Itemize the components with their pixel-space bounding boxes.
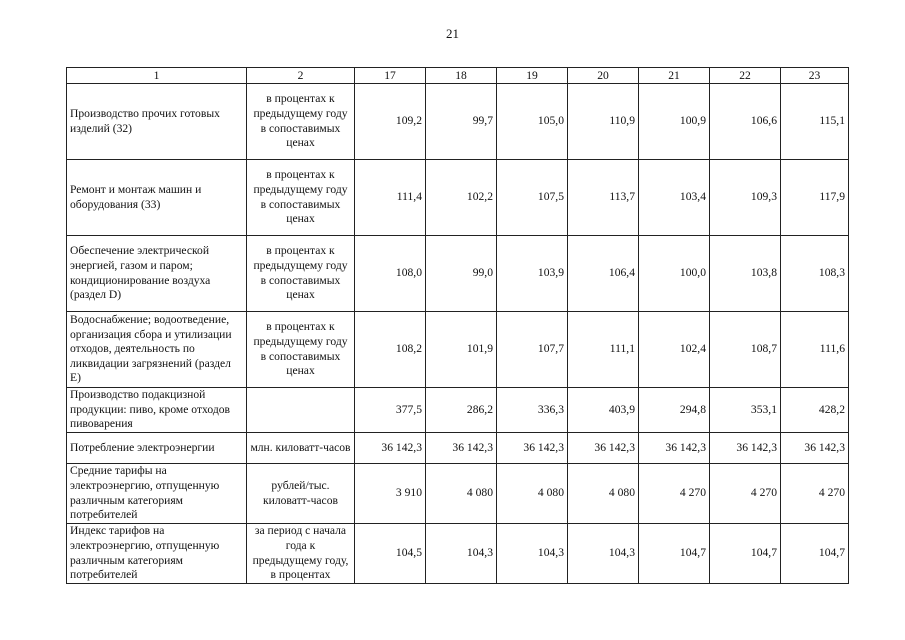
indicator-name-cell: Средние тарифы на электроэнергию, отпущенную различным категориям потребителей <box>67 464 247 524</box>
value-cell: 104,7 <box>639 524 710 584</box>
unit-cell: в процентах к предыдущему году в сопоставимых ценах <box>247 236 355 312</box>
value-cell: 111,6 <box>781 312 849 388</box>
unit-cell: рублей/тыс. киловатт-часов <box>247 464 355 524</box>
indicator-name-cell: Ремонт и монтаж машин и оборудования (33) <box>67 160 247 236</box>
value-cell: 106,4 <box>568 236 639 312</box>
value-cell: 103,8 <box>710 236 781 312</box>
value-cell: 294,8 <box>639 388 710 433</box>
value-cell: 104,5 <box>355 524 426 584</box>
value-cell: 100,9 <box>639 84 710 160</box>
value-cell: 377,5 <box>355 388 426 433</box>
table-row <box>67 84 849 160</box>
table-row <box>67 160 849 236</box>
value-cell: 353,1 <box>710 388 781 433</box>
value-cell: 108,3 <box>781 236 849 312</box>
unit-cell: в процентах к предыдущему году в сопоставимых ценах <box>247 84 355 160</box>
header-cell: 2 <box>247 68 355 84</box>
indicator-name-cell: Обеспечение электрической энергией, газом и паром; кондиционирование воздуха (раздел D) <box>67 236 247 312</box>
value-cell: 4 270 <box>710 464 781 524</box>
value-cell: 108,7 <box>710 312 781 388</box>
unit-cell <box>247 388 355 433</box>
value-cell: 36 142,3 <box>426 433 497 464</box>
value-cell: 4 080 <box>568 464 639 524</box>
header-cell: 22 <box>710 68 781 84</box>
value-cell: 115,1 <box>781 84 849 160</box>
indicator-name-cell: Производство прочих готовых изделий (32) <box>67 84 247 160</box>
value-cell: 36 142,3 <box>497 433 568 464</box>
value-cell: 107,5 <box>497 160 568 236</box>
header-cell: 1 <box>67 68 247 84</box>
value-cell: 103,4 <box>639 160 710 236</box>
value-cell: 4 270 <box>781 464 849 524</box>
unit-cell: в процентах к предыдущему году в сопоставимых ценах <box>247 312 355 388</box>
value-cell: 102,4 <box>639 312 710 388</box>
table-row <box>67 433 849 464</box>
value-cell: 107,7 <box>497 312 568 388</box>
value-cell: 102,2 <box>426 160 497 236</box>
header-cell: 23 <box>781 68 849 84</box>
value-cell: 110,9 <box>568 84 639 160</box>
value-cell: 105,0 <box>497 84 568 160</box>
header-cell: 18 <box>426 68 497 84</box>
indicator-name-cell: Водоснабжение; водоотведение, организация сбора и утилизации отходов, деятельность по ликвидации загрязнений (раздел E) <box>67 312 247 388</box>
value-cell: 4 080 <box>497 464 568 524</box>
value-cell: 117,9 <box>781 160 849 236</box>
table-row <box>67 388 849 433</box>
value-cell: 336,3 <box>497 388 568 433</box>
value-cell: 113,7 <box>568 160 639 236</box>
value-cell: 36 142,3 <box>710 433 781 464</box>
indicator-name-cell: Индекс тарифов на электроэнергию, отпущенную различным категориям потребителей <box>67 524 247 584</box>
value-cell: 111,4 <box>355 160 426 236</box>
unit-cell: в процентах к предыдущему году в сопоставимых ценах <box>247 160 355 236</box>
value-cell: 36 142,3 <box>355 433 426 464</box>
value-cell: 103,9 <box>497 236 568 312</box>
header-cell: 20 <box>568 68 639 84</box>
value-cell: 109,3 <box>710 160 781 236</box>
header-cell: 17 <box>355 68 426 84</box>
value-cell: 4 080 <box>426 464 497 524</box>
header-cell: 21 <box>639 68 710 84</box>
value-cell: 36 142,3 <box>781 433 849 464</box>
value-cell: 4 270 <box>639 464 710 524</box>
table-row <box>67 464 849 524</box>
value-cell: 286,2 <box>426 388 497 433</box>
header-cell: 19 <box>497 68 568 84</box>
value-cell: 3 910 <box>355 464 426 524</box>
value-cell: 111,1 <box>568 312 639 388</box>
value-cell: 104,3 <box>568 524 639 584</box>
unit-cell: за период с начала года к предыдущему году, в процентах <box>247 524 355 584</box>
value-cell: 403,9 <box>568 388 639 433</box>
indicator-name-cell: Производство подакцизной продукции: пиво, кроме отходов пивоварения <box>67 388 247 433</box>
unit-cell: млн. киловатт-часов <box>247 433 355 464</box>
table-row <box>67 312 849 388</box>
value-cell: 104,7 <box>710 524 781 584</box>
table-row <box>67 524 849 584</box>
value-cell: 106,6 <box>710 84 781 160</box>
value-cell: 99,0 <box>426 236 497 312</box>
value-cell: 99,7 <box>426 84 497 160</box>
table-header-row <box>67 68 849 84</box>
value-cell: 104,7 <box>781 524 849 584</box>
value-cell: 104,3 <box>497 524 568 584</box>
value-cell: 109,2 <box>355 84 426 160</box>
value-cell: 101,9 <box>426 312 497 388</box>
value-cell: 104,3 <box>426 524 497 584</box>
value-cell: 108,2 <box>355 312 426 388</box>
value-cell: 100,0 <box>639 236 710 312</box>
value-cell: 428,2 <box>781 388 849 433</box>
indicator-name-cell: Потребление электроэнергии <box>67 433 247 464</box>
page-number: 21 <box>446 26 459 41</box>
value-cell: 36 142,3 <box>639 433 710 464</box>
value-cell: 36 142,3 <box>568 433 639 464</box>
data-table <box>66 67 849 584</box>
value-cell: 108,0 <box>355 236 426 312</box>
table-row <box>67 236 849 312</box>
